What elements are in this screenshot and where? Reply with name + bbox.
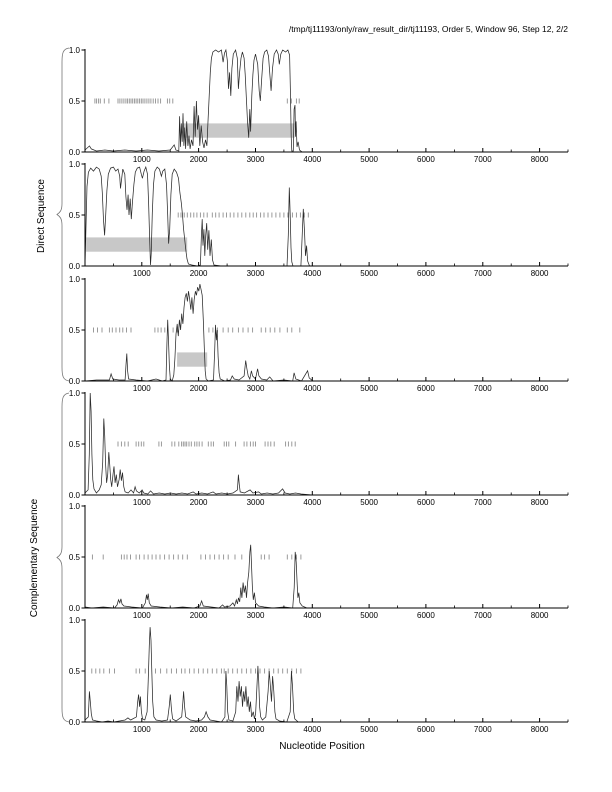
y-tick-label: 0.0 [68,603,80,613]
x-tick-label: 7000 [473,498,492,507]
x-tick-label: 4000 [303,155,322,164]
y-tick-label: 0.5 [68,666,80,676]
coding-probability-curve [85,545,568,608]
y-tick-label: 0.0 [68,717,80,727]
coding-probability-curve [85,627,568,722]
x-tick-label: 1000 [132,269,151,278]
coding-probability-curve [85,50,568,152]
y-tick-label: 1.0 [68,388,80,398]
x-tick-label: 5000 [360,269,378,278]
y-tick-label: 1.0 [68,615,80,625]
panel-direct-frame-2 [69,160,568,278]
x-tick-label: 8000 [530,155,549,164]
x-tick-label: 7000 [473,155,492,164]
x-tick-label: 6000 [417,384,435,393]
x-tick-label: 7000 [473,611,492,620]
predicted-gene-box [183,123,294,137]
x-tick-label: 3000 [246,384,265,393]
panel-direct-frame-1 [69,46,568,164]
x-tick-label: 5000 [360,725,378,734]
y-tick-label: 0.5 [68,96,80,106]
x-tick-label: 8000 [530,384,549,393]
plot-title: /tmp/tj11193/only/raw_result_dir/tj11193, Order 5, Window 96, Step 12, 2/2 [288,24,568,34]
x-tick-label: 8000 [530,498,549,507]
x-tick-label: 6000 [417,498,435,507]
y-tick-label: 0.0 [68,490,80,500]
x-tick-label: 6000 [417,155,435,164]
x-tick-label: 5000 [360,498,378,507]
y-tick-label: 0.0 [68,261,80,271]
coding-probability-curve [85,284,568,381]
x-tick-label: 2000 [189,498,208,507]
x-tick-label: 3000 [246,269,265,278]
y-tick-label: 0.0 [68,376,80,386]
x-tick-label: 5000 [360,155,378,164]
direct-group-brace [57,48,69,381]
x-tick-label: 8000 [530,269,549,278]
x-tick-label: 5000 [360,384,378,393]
x-tick-label: 2000 [189,725,208,734]
x-tick-label: 7000 [473,725,492,734]
predicted-gene-box [177,352,207,366]
x-tick-label: 4000 [303,498,322,507]
x-tick-label: 6000 [417,611,435,620]
x-tick-label: 6000 [417,725,435,734]
x-tick-label: 4000 [303,725,322,734]
x-tick-label: 4000 [303,269,322,278]
x-tick-label: 1000 [132,725,151,734]
x-tick-label: 8000 [530,725,549,734]
y-tick-label: 1.0 [68,274,80,284]
x-tick-label: 1000 [132,384,151,393]
x-tick-label: 3000 [246,155,265,164]
panel-complementary-frame-1 [69,389,568,507]
y-tick-label: 0.5 [68,439,80,449]
x-tick-label: 2000 [189,155,208,164]
x-tick-label: 4000 [303,384,322,393]
y-tick-label: 1.0 [68,501,80,511]
y-tick-label: 0.5 [68,552,80,562]
y-tick-label: 1.0 [68,45,80,55]
x-tick-label: 1000 [132,498,151,507]
panel-direct-frame-3 [69,275,568,393]
y-tick-label: 1.0 [68,159,80,169]
x-tick-label: 2000 [189,269,208,278]
x-tick-label: 6000 [417,269,435,278]
x-tick-label: 1000 [132,611,151,620]
y-tick-label: 0.5 [68,325,80,335]
panel-complementary-frame-3 [69,616,568,734]
x-tick-label: 3000 [246,725,265,734]
panel-complementary-frame-2 [69,502,568,620]
x-tick-label: 3000 [246,611,265,620]
x-tick-label: 3000 [246,498,265,507]
y-tick-label: 0.5 [68,210,80,220]
complementary-group-brace [57,393,69,722]
x-tick-label: 2000 [189,384,208,393]
complementary-sequence-group-label: Complementary Sequence [29,498,40,618]
x-tick-label: 5000 [360,611,378,620]
coding-probability-curve [85,393,568,495]
x-tick-label: 7000 [473,269,492,278]
direct-sequence-group-label: Direct Sequence [36,179,47,253]
x-tick-label: 7000 [473,384,492,393]
y-tick-label: 0.0 [68,147,80,157]
x-tick-label: 1000 [132,155,151,164]
x-tick-label: 2000 [189,611,208,620]
x-tick-label: 4000 [303,611,322,620]
predicted-gene-box [86,237,187,251]
x-tick-label: 8000 [530,611,549,620]
x-axis-title: Nucleotide Position [279,741,365,752]
